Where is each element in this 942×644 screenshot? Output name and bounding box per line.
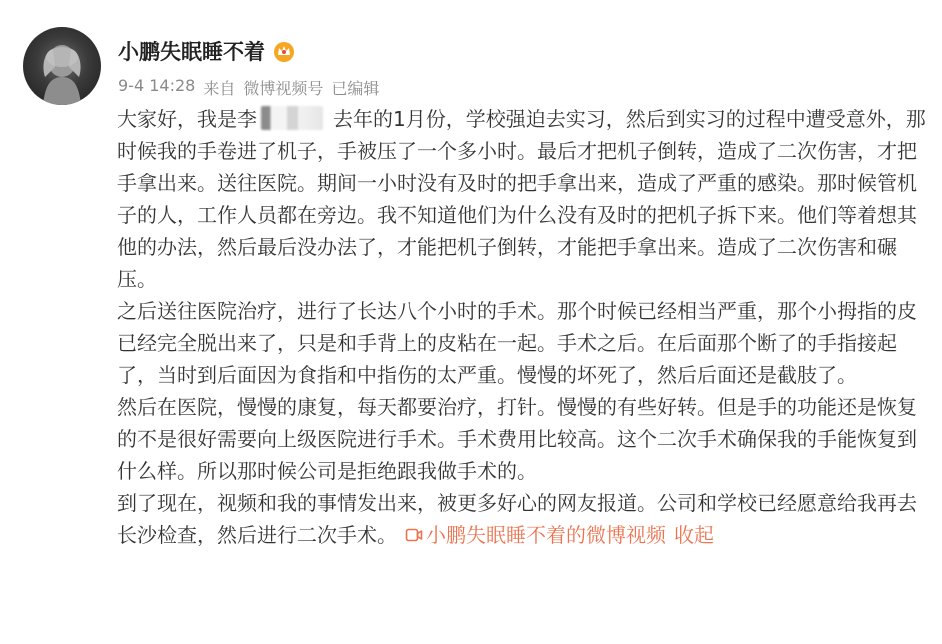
post-paragraph-2: 之后送往医院治疗，进行了长达八个小时的手术。那个时候已经相当严重，那个小拇指的皮已经完全脱出来了，只是和手背上的皮粘在一起。手术之后。在后面那个断了的手指接起了，当时到后面因为食指和中指伤的太严重。慢慢的坏死了，然后后面还是截肢了。 [117, 299, 917, 387]
avatar[interactable] [23, 27, 101, 105]
video-icon [405, 526, 423, 544]
paragraph-1-start: 大家好，我是李 [117, 107, 257, 131]
post-timestamp[interactable]: 9-4 14:28 [118, 76, 196, 95]
post-meta [118, 76, 379, 99]
paragraph-4-text: 到了现在，视频和我的事情发出来，被更多好心的网友报道。公司和学校已经愿意给我再去长沙检查，然后进行二次手术。 [117, 491, 917, 547]
collapse-button[interactable]: 收起 [674, 523, 714, 547]
crown-icon[interactable] [273, 40, 295, 62]
paragraph-1-rest: 去年的1月份，学校强迫去实习，然后到实习的过程中遭受意外，那时候我的手卷进了机子，手被压了一个多小时。最后才把机子倒转，造成了二次伤害，才把手拿出来。送往医院。期间一小时没有及时的把手拿出来，造成了严重的感染。那时候管机子的人，工作人员都在旁边。我不知道他们为什么没有及时的把机子拆下来。他们等着想其他的办法，然后最后没办法了，才能把机子倒转，才能把手拿出来。造成了二次伤害和碾压。 [117, 107, 926, 291]
video-link[interactable] [405, 523, 666, 547]
redacted-name-mask [261, 106, 323, 130]
video-link-label: 小鹏失眠睡不着的微博视频 [426, 523, 666, 547]
author-row [118, 34, 295, 68]
post-content [117, 103, 927, 551]
edited-label[interactable]: 已编辑 [331, 79, 380, 98]
post-paragraph-4 [117, 487, 927, 551]
post-paragraph-1 [117, 103, 927, 295]
username[interactable]: 小鹏失眠睡不着 [118, 40, 265, 64]
source-prefix: 来自 [203, 79, 236, 98]
post-source[interactable]: 微博视频号 [243, 79, 324, 98]
post-paragraph-3: 然后在医院，慢慢的康复，每天都要治疗，打针。慢慢的有些好转。但是手的功能还是恢复的不是很好需要向上级医院进行手术。手术费用比较高。这个二次手术确保我的手能恢复到什么样。所以那时候公司是拒绝跟我做手术的。 [117, 395, 917, 483]
avatar-figure-icon [23, 27, 101, 105]
